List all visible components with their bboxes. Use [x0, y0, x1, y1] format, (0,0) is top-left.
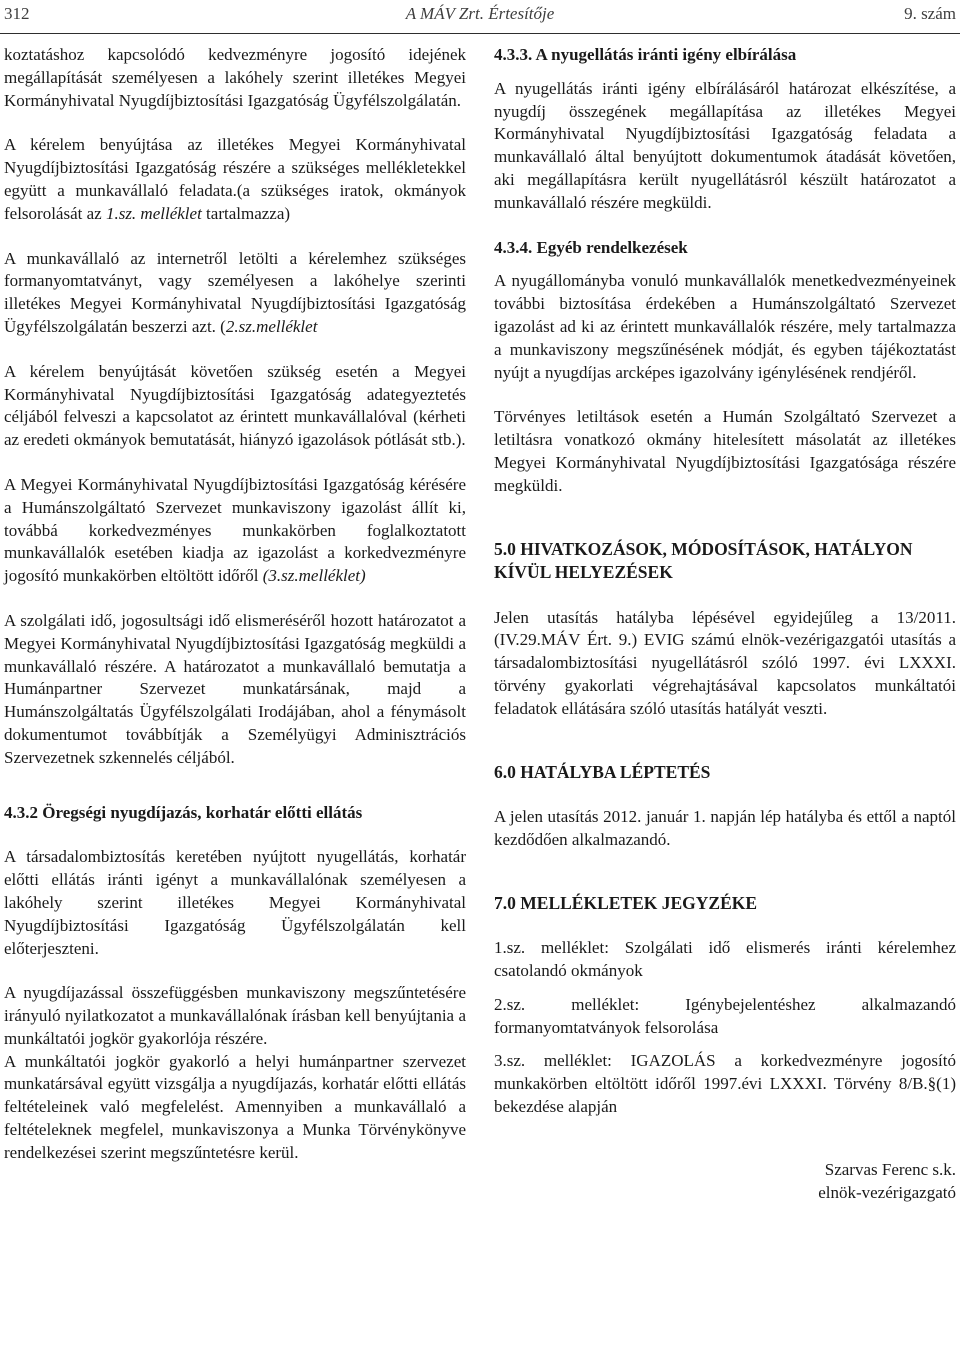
paragraph: A munkavállaló az internetről letölti a kérelemhez szükséges formanyomtatványt, vagy személyesen a lakóhelye szerinti illetékes Megyei Kormányhivatal Nyugdíjbiztosítási Igazgatóság Ügyfélszolgálatán beszerzi azt. (2.sz.melléklet [4, 248, 466, 336]
chapter-heading: 7.0 MELLÉKLETEK JEGYZÉKE [494, 892, 758, 913]
attachment-item: 2.sz. melléklet: Igénybejelentéshez alkalmazandó formanyomtatványok felsorolása [494, 994, 956, 1037]
paragraph: A nyugállományba vonuló munkavállalók menetkedvezményeinek további biztosítása érdekében a Humánszolgáltató Szervezet igazolást ad ki az érintett munkavállalók részére, mely tartalmazza a munkaviszony megszűnésének módját, és egyben tájékoztatást nyújt a nyugdíjas arcképes igazolvány igénylésének rendjéről. [494, 271, 956, 382]
chapter-heading: 5.0 HIVATKOZÁSOK, MÓDOSÍTÁSOK, HATÁLYON KÍVÜL HELYEZÉSEK [494, 538, 913, 583]
section-heading: 4.3.2 Öregségi nyugdíjazás, korhatár előtti ellátás [4, 802, 363, 822]
right-column [494, 44, 956, 1204]
paragraph: A nyugellátás iránti igény elbírálásáról határozat elkészítése, a nyugdíj összegének megállapítása az illetékes Megyei Kormányhivatal Nyugdíjbiztosítási Igazgatóság feladata a munkavállaló által benyújtott dokumentumok átadását követően, aki megállapításra került nyugellátásról készült határozatot a munkavállaló részére megküldi. [494, 78, 956, 212]
paragraph: Törvényes letiltások esetén a Humán Szolgáltató Szervezet a letiltásra vonatkozó okmány hitelesített másolatát az illetékes Megyei Kormányhivatal Nyugdíjbiztosítási Igazgatósága részére megküldi. [494, 407, 956, 495]
signature-block [494, 1159, 956, 1205]
journal-title: A MÁV Zrt. Értesítője [405, 4, 555, 23]
signatory-name: Szarvas Ferenc s.k. [824, 1159, 956, 1179]
paragraph: Jelen utasítás hatályba lépésével egyidejűleg a 13/2011. (IV.29.MÁV Ért. 9.) EVIG számú elnök-vezérigazgatói utasítás a társadalombiztosítási nyugellátásról szóló 1997. évi LXXXI. törvény gyakorlati végrehajtásával kapcsolatos munkáltatói feladatok ellátására szóló utasítás hatályát veszti. [494, 607, 956, 718]
attachment-reference: 1.sz. melléklet [105, 203, 202, 223]
attachment-item: 1.sz. melléklet: Szolgálati idő elismerés iránti kérelemhez csatolandó okmányok [494, 938, 956, 980]
page-number: 312 [4, 4, 30, 23]
page-header [0, 0, 960, 34]
attachment-reference: 2.sz.melléklet [225, 316, 318, 336]
paragraph: A munkáltatói jogkör gyakorló a helyi humánpartner szervezet munkatársával együtt vizsgálja a nyugdíjazás, korhatár előtti ellátás feltételeinek való megfelelést. Amennyiben a munkavállaló a feltételeknek megfelel, munkaviszonya a Munka Törvénykönyve rendelkezései szerint megszűntetésre kerül. [4, 1051, 466, 1162]
paragraph: A szolgálati idő, jogosultsági idő elismeréséről hozott határozatot a Megyei Kormányhivatal Nyugdíjbiztosítási Igazgatóság megküldi a munkavállaló részére. A határozatot a munkavállaló bemutatja a Humánpartner Szervezet munkatársának, majd a Humánszolgáltatás Ügyfélszolgálati Irodájában, ahol a fénymásolt dokumentumot továbbítják a Személyügyi Adminisztrációs Szervezetnek szkennelés céljából. [4, 610, 466, 767]
paragraph: A kérelem benyújtása az illetékes Megyei Kormányhivatal Nyugdíjbiztosítási Igazgatóság részére a szükséges mellékletekkel együtt a munkavállaló feladata.(a szükséges iratok, okmányok felsorolását az 1.sz. melléklet tartalmazza) [4, 135, 466, 223]
issue-number: 9. szám [904, 4, 956, 23]
paragraph: A Megyei Kormányhivatal Nyugdíjbiztosítási Igazgatóság kérésére a Humánszolgáltató Szervezet munkaviszony igazolást állít ki, továbbá korkedvezményes munkakörben foglalkoztatott munkavállalók esetében kiadja az igazolást a korkedvezményre jogosító munkakörben eltöltött időről (3.sz.melléklet) [4, 474, 466, 586]
signatory-title: elnök-vezérigazgató [818, 1182, 956, 1202]
attachment-reference: (3.sz.melléklet) [262, 566, 366, 586]
section-heading: 4.3.3. A nyugellátás iránti igény elbírálása [494, 45, 797, 64]
paragraph: A kérelem benyújtását követően szükség esetén a Megyei Kormányhivatal Nyugdíjbiztosítási Igazgatóság adategyeztetés céljából felveszi a kapcsolatot az érintett munkavállalóval (kérheti az eredeti okmányok bemutatását, hiányzó igazolások pótlását stb.). [4, 361, 466, 450]
left-column [4, 44, 466, 1165]
attachment-item: 3.sz. melléklet: IGAZOLÁS a korkedvezményre jogosító munkakörben eltöltött időről 1997.évi LXXXI. Törvény 8/B.§(1) bekezdése alapján [494, 1051, 956, 1116]
chapter-heading: 6.0 HATÁLYBA LÉPTETÉS [494, 761, 711, 782]
paragraph: A társadalombiztosítás keretében nyújtott nyugellátás, korhatár előtti ellátás iránti igényt a munkavállalónak személyesen a lakóhely szerint illetékes Megyei Kormányhivatal Nyugdíjbiztosítási Igazgatóság Ügyfélszolgálatán kell előterjeszteni. [4, 847, 466, 958]
paragraph: A nyugdíjazással összefüggésben munkaviszony megszűntetésére irányuló nyilatkozatot a munkavállalónak írásban kell benyújtania a munkáltatói jogkör gyakorlója részére. [4, 983, 466, 1048]
paragraph: A jelen utasítás 2012. január 1. napján lép hatályba és ettől a naptól kezdődően alkalmazandó. [494, 807, 956, 849]
paragraph: koztatáshoz kapcsolódó kedvezményre jogosító idejének megállapítását személyesen a lakóhely szerint illetékes Megyei Kormányhivatal Nyugdíjbiztosítási Igazgatóság Ügyfélszolgálatán. [4, 45, 466, 110]
section-heading: 4.3.4. Egyéb rendelkezések [494, 237, 688, 257]
header-rule [0, 33, 960, 34]
